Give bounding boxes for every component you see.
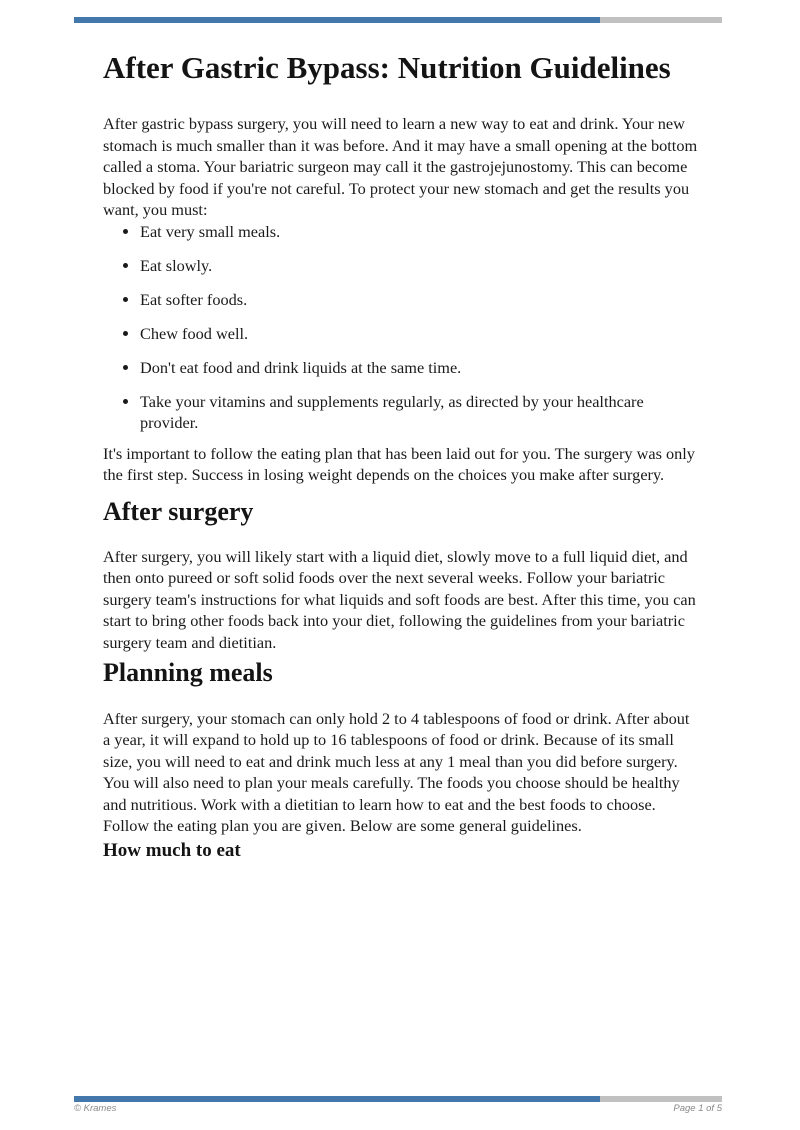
footer-text-row: [74, 1103, 722, 1114]
section-heading-after-surgery: After surgery: [103, 496, 254, 526]
page-title: After Gastric Bypass: Nutrition Guidelines: [103, 50, 671, 85]
after-surgery-paragraph: After surgery, you will likely start with a liquid diet, slowly move to a full liquid diet, and then onto pureed or soft solid foods over the next several weeks. Follow your bariatric surgery team's instructions for what liquids and soft foods are best. After this time, you can start to bring other foods back into your diet, following the guidelines from your bariatric surgery team and dietitian.: [103, 546, 696, 652]
subsection-heading-how-much-to-eat: How much to eat: [103, 839, 241, 861]
list-item: • Eat softer foods.: [140, 289, 700, 311]
footer-rule-gray-segment: [600, 1096, 722, 1102]
copyright-text: © Krames: [74, 1103, 117, 1114]
list-item: • Eat very small meals.: [140, 221, 700, 243]
footer-rule: [74, 1096, 722, 1102]
intro-paragraph: After gastric bypass surgery, you will need to learn a new way to eat and drink. Your new stomach is much smaller than it was before. And it may have a small opening at the bottom called a stoma. Your bariatric surgeon may call it the gastrojejunostomy. This can become blocked by food if you're not careful. To protect your new stomach and get the results you want, you must:: [103, 114, 698, 220]
list-item: • Take your vitamins and supplements regularly, as directed by your healthcare provider.: [140, 391, 700, 434]
planning-meals-paragraph: After surgery, your stomach can only hold 2 to 4 tablespoons of food or drink. After about a year, it will expand to hold up to 16 tablespoons of food or drink. Because of its small size, you will need to eat and drink much less at any 1 meal than you did before surgery. You will also need to plan your meals carefully. The foods you choose should be healthy and nutritious. Work with a dietitian to learn how to eat and the best foods to choose. Follow the eating plan you are given. Below are some general guidelines.: [103, 708, 690, 836]
section-heading-planning-meals: Planning meals: [103, 658, 273, 688]
list-item: • Don't eat food and drink liquids at the same time.: [140, 357, 700, 379]
document-content: [103, 0, 700, 862]
list-item: • Chew food well.: [140, 323, 700, 345]
guidelines-list: [103, 221, 700, 434]
page-indicator: Page 1 of 5: [673, 1103, 722, 1114]
footer-rule-blue-segment: [74, 1096, 600, 1102]
list-item: • Eat slowly.: [140, 255, 700, 277]
eating-plan-paragraph: It's important to follow the eating plan that has been laid out for you. The surgery was only the first step. Success in losing weight depends on the choices you make after surgery.: [103, 443, 695, 485]
